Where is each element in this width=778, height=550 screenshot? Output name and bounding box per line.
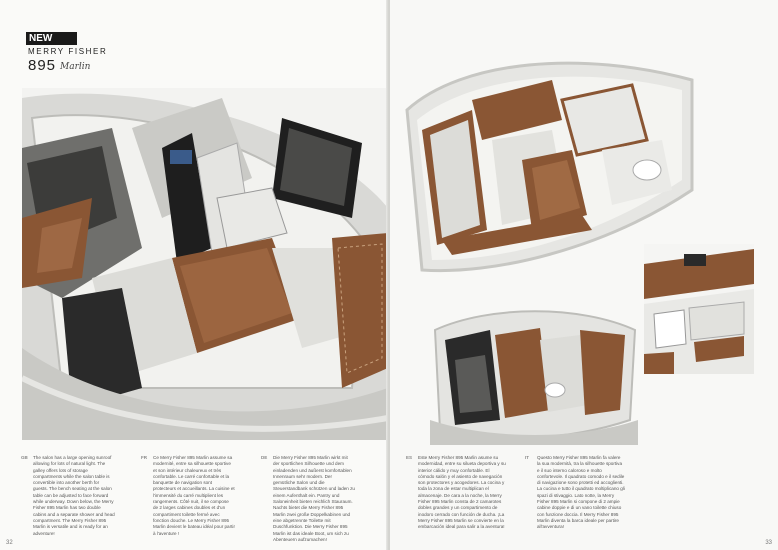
text-column-es: ES Este Merry Fisher 895 Marlin asume su modernidad, entre su silueta deportiva y su interior cálido y muy confortable. El cómodo salón y el asiento de navegación son protectores y acogedores. La cocina y toda la zona de estar multiplican el almacenaje. De cara a la noche, la Merry Fisher 895 Marlin consta de 2 camarotes dobles grandes y un compartimento de inodoro cerrado con función de ducha. ¡La Merry Fisher 895 Marlin se convierte en la embarcación ideal para salir a la aventura! <box>406 455 506 530</box>
model-number: 895 <box>28 57 57 74</box>
language-flag-es: ES <box>406 455 413 460</box>
model-badge <box>26 32 110 78</box>
text-column-de: DE Die Merry Fisher 895 Marlin wirkt mit der sportlichen Silhouette und dem einladenden und äußerst komfortablen Innenraum sehr modern. Der gemütliche Salon und die Steuerstandbank schützen und laden zu einem Aufenthalt ein. Pantry und Saloneinheit bieten reichlich Stauraum. Nachts bietet die Merry Fisher 895 Marlin zwei große Doppelkabinen und eine abgetrennte Toilette mit Duschfunktion. Die Merry Fisher 895 Marlin ist das ideale Boot, um sich zu Abenteuern aufzumachen! <box>261 455 355 542</box>
language-flag-it: IT <box>525 455 529 460</box>
page-number-left: 32 <box>6 540 13 546</box>
page-number-right: 33 <box>765 540 772 546</box>
text-column-gb: GB The salon has a large opening sunroof allowing for lots of natural light. The galley offers lots of storage compartments while the salon table is convertible into another berth for guests. The bench seating at the salon table can be adjusted to face forward while underway. Down below, the Merry Fisher 895 Marlin has two double cabins and a separate shower and head compartment. The Merry Fisher 895 Marlin is versatile and is ready for an adventure! <box>21 455 115 536</box>
boat-cockpit-render <box>22 88 388 440</box>
new-badge: NEW <box>26 32 77 45</box>
left-page <box>0 0 388 550</box>
brand-name: MERRY FISHER <box>28 47 108 56</box>
language-flag-gb: GB <box>21 455 28 460</box>
cabin-cutaway-render <box>430 300 638 445</box>
model-script: Marlin <box>60 62 91 72</box>
detail-render <box>644 244 754 374</box>
language-flag-fr: FR <box>141 455 147 460</box>
text-column-it: IT Questo Merry Fisher 895 Marlin fa valere la sua modernità, tra la silhouette sportiva e il suo interno caloroso e molto confortevole. Il quadrato comodo e il sedile di navigazione sono protetti ed accoglienti. La cucina e tutto il quadrato moltiplicano gli spazi di stivaggio. Lato notte, la Merry Fisher 895 Marlin si compone di 2 ampie cabine doppie e di un vano toilette chiuso con funzione doccia. Il Merry Fisher 895 Marlin diventa la barca ideale per partire all'avventura! <box>525 455 625 530</box>
language-flag-de: DE <box>261 455 268 460</box>
right-page <box>390 0 778 550</box>
text-column-fr: FR Ce Merry Fisher 895 Marlin assume sa modernité, entre sa silhouette sportive et son intérieur chaleureux et très confortable. Le carré confortable et la banquette de navigation sont protecteurs et accueillants. La cuisine et l'immensité du carré multiplient les rangements. Côté nuit, il se compose de 2 larges cabines doubles et d'un compartiment toilette fermé avec fonction douche. Le Merry Fisher 895 Marlin devient le bateau idéal pour partir à l'aventure ! <box>141 455 235 536</box>
